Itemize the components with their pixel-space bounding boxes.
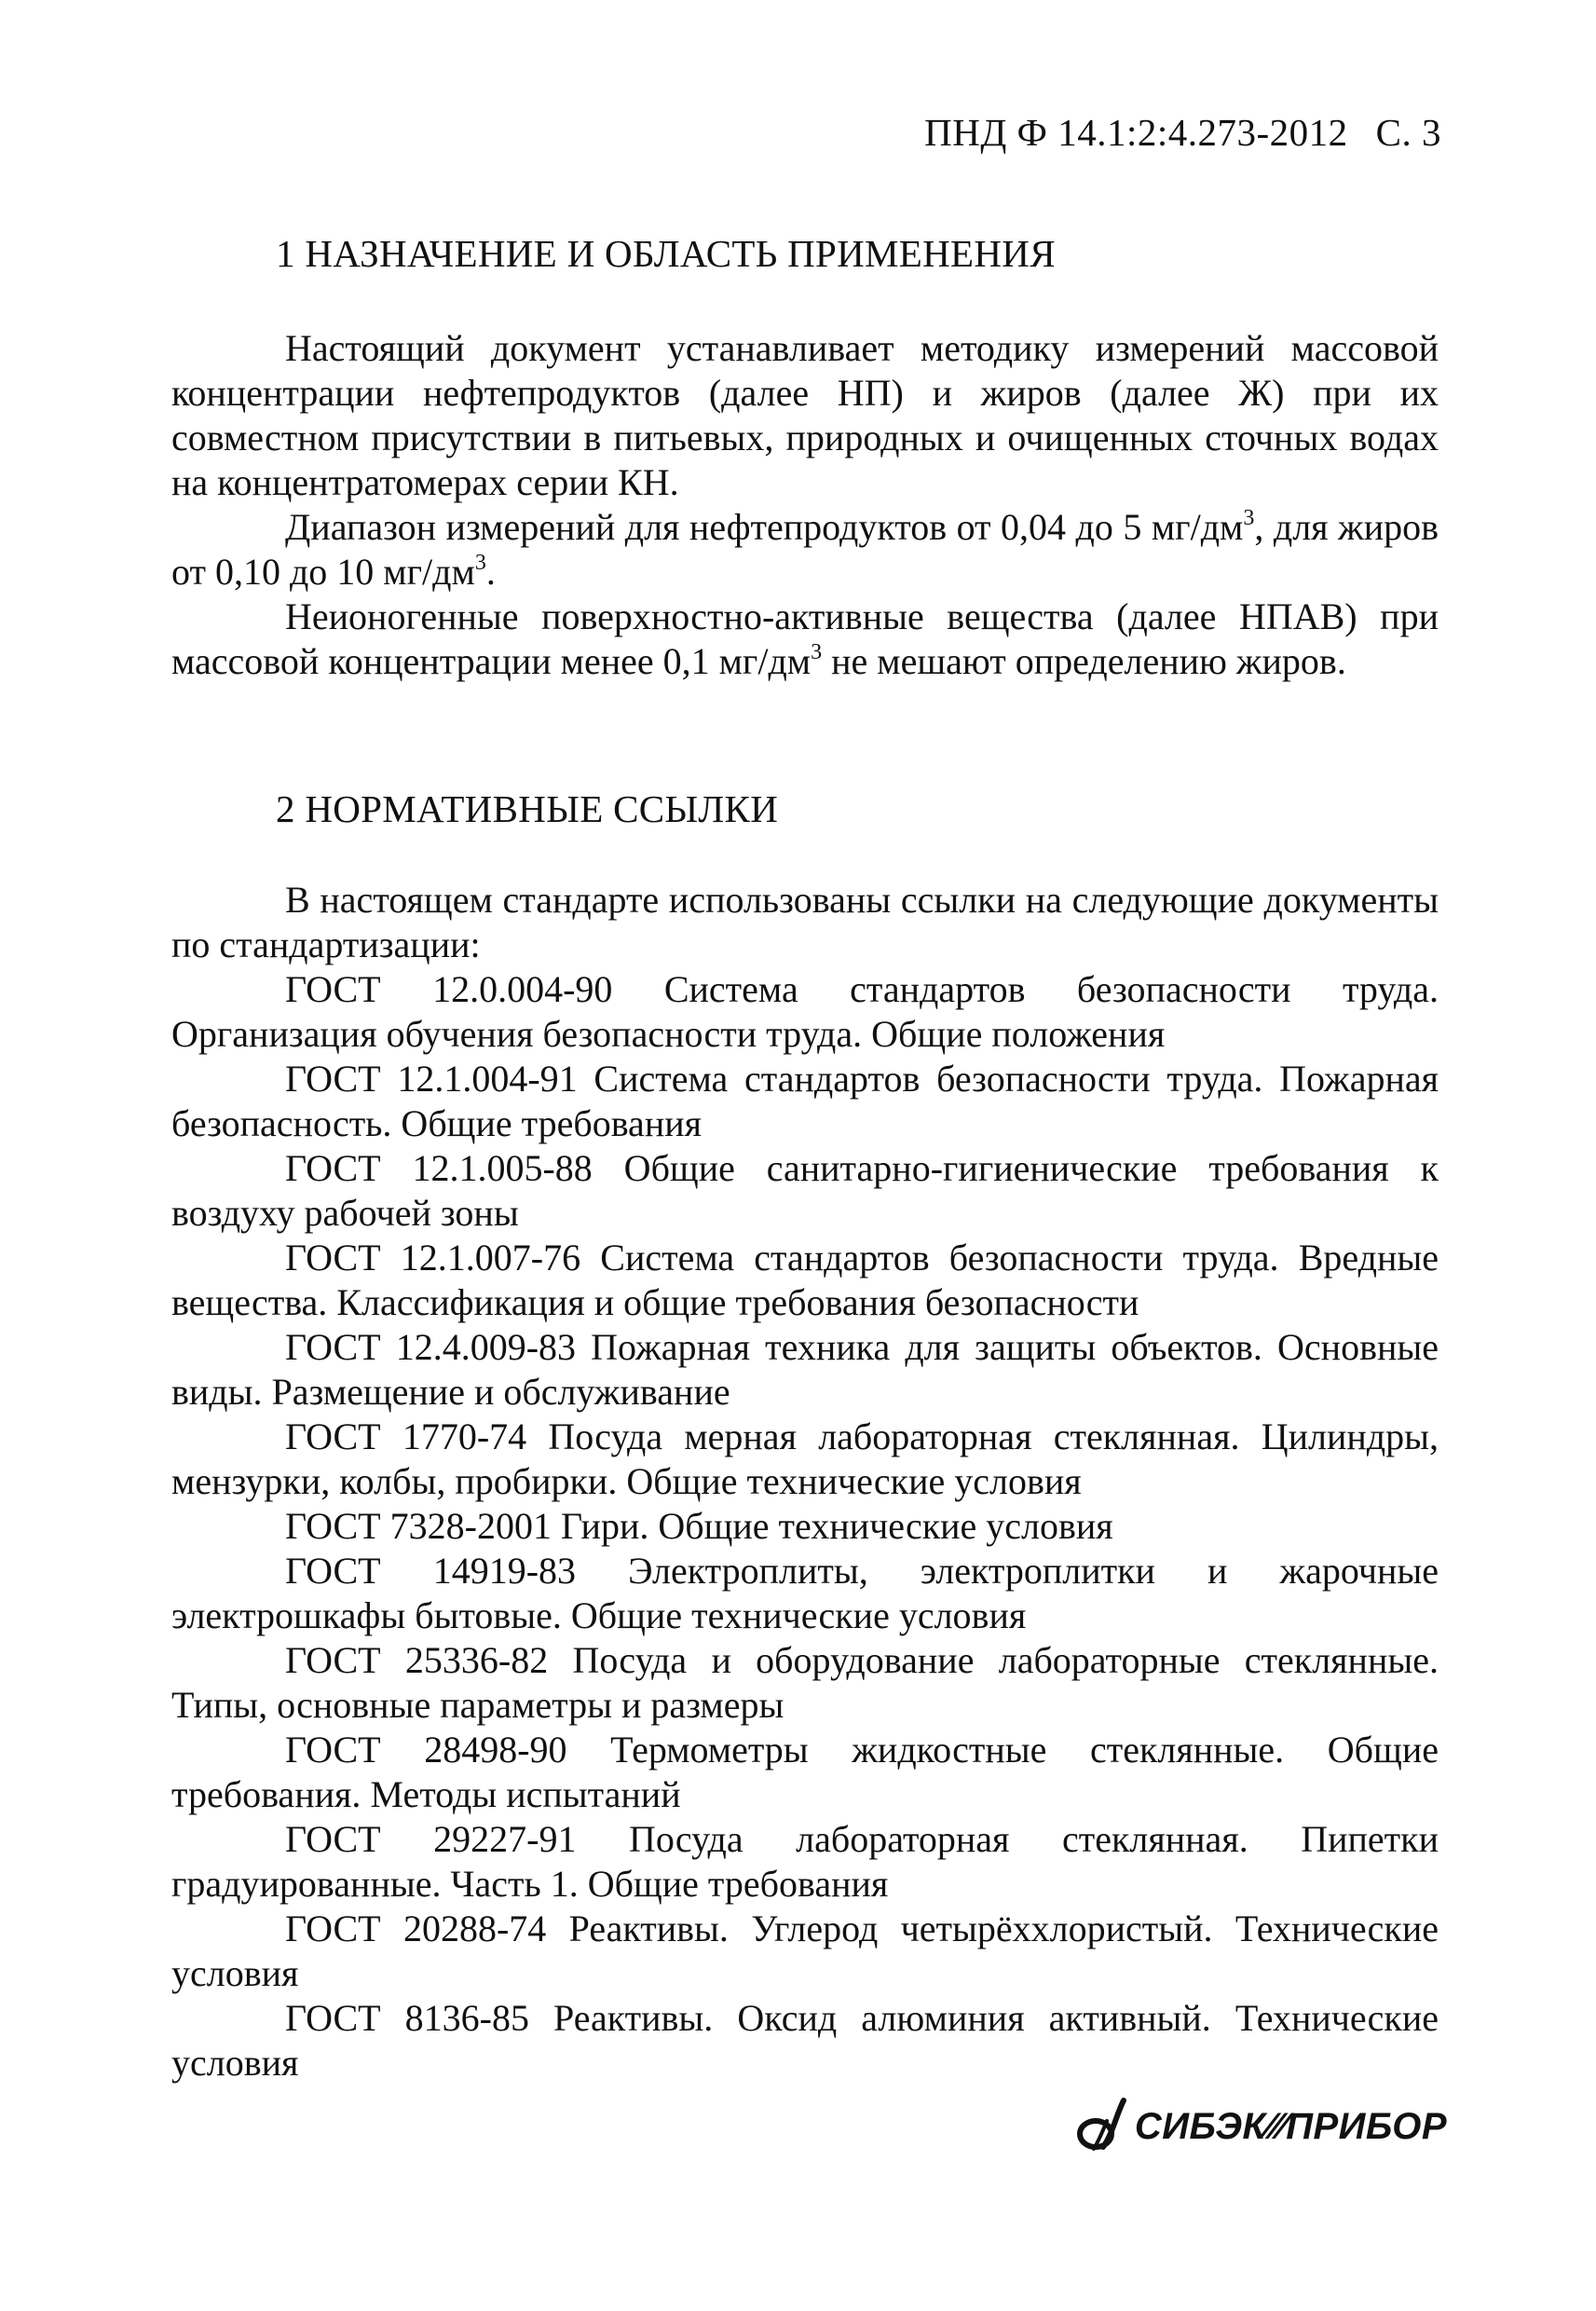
reference-item: ГОСТ 7328-2001 Гири. Общие технические условия (285, 1505, 1113, 1547)
reference-item: ГОСТ 12.1.007-76 Система стандартов безопасности труда. Вредные вещества. Классификация и общие требования безопасности (171, 1237, 1439, 1323)
reference-item: ГОСТ 12.1.004-91 Система стандартов безопасности труда. Пожарная безопасность. Общие требования (171, 1058, 1439, 1144)
paragraph-purpose: Настоящий документ устанавливает методику измерений массовой концентрации нефтепродуктов (далее НП) и жиров (далее Ж) при их совместном присутствии в питьевых, природных и очищенных сточных водах на концентратомерах серии КН. (171, 327, 1439, 503)
paragraph-interference: Неионогенные поверхностно-активные вещества (далее НПАВ) при массовой концентрации менее 0,1 $мг/дм^3$ не мешают определению жиров. (171, 595, 1439, 682)
reference-item: ГОСТ 1770-74 Посуда мерная лабораторная стеклянная. Цилиндры, мензурки, колбы, пробирки. Общие технические условия (171, 1415, 1439, 1502)
page-number: С. 3 (1375, 111, 1441, 154)
publisher-logo (1075, 2097, 1447, 2156)
reference-item: ГОСТ 25336-82 Посуда и оборудование лабораторные стеклянные. Типы, основные параметры и размеры (171, 1639, 1439, 1726)
reference-item: ГОСТ 20288-74 Реактивы. Углерод четырёххлористый. Технические условия (171, 1908, 1439, 1994)
running-header (924, 110, 1441, 155)
reference-item: ГОСТ 8136-85 Реактивы. Оксид алюминия активный. Технические условия (171, 1997, 1439, 2084)
logo-wordmark: СИБЭК⁄⁄⁄ПРИБОР (1134, 2105, 1447, 2147)
reference-item: ГОСТ 29227-91 Посуда лабораторная стеклянная. Пипетки градуированные. Часть 1. Общие требования (171, 1818, 1439, 1905)
reference-item: ГОСТ 12.0.004-90 Система стандартов безопасности труда. Организация обучения безопасности труда. Общие положения (171, 968, 1439, 1055)
section-2-heading: 2 НОРМАТИВНЫЕ ССЫЛКИ (276, 787, 779, 830)
reference-item: ГОСТ 12.4.009-83 Пожарная техника для защиты объектов. Основные виды. Размещение и обслуживание (171, 1326, 1439, 1413)
paragraph-measurement-range: Диапазон измерений для нефтепродуктов от 0,04 до 5 $мг/дм^3$, для жиров от 0,10 до 10 $мг/дм^3$. (171, 506, 1439, 593)
document-code: ПНД Ф 14.1:2:4.273-2012 (924, 111, 1348, 154)
reference-item: ГОСТ 14919-83 Электроплиты, электроплитки и жарочные электрошкафы бытовые. Общие технические условия (171, 1550, 1439, 1636)
reference-item: ГОСТ 12.1.005-88 Общие санитарно-гигиенические требования к воздуху рабочей зоны (171, 1147, 1439, 1234)
section-1-heading: 1 НАЗНАЧЕНИЕ И ОБЛАСТЬ ПРИМЕНЕНИЯ (276, 232, 1056, 275)
section-2-body (171, 878, 1439, 2085)
sibecopribor-logo-icon (1075, 2097, 1129, 2156)
section-1-body (171, 326, 1439, 684)
references-intro: В настоящем стандарте использованы ссылки на следующие документы по стандартизации: (171, 879, 1439, 965)
reference-item: ГОСТ 28498-90 Термометры жидкостные стеклянные. Общие требования. Методы испытаний (171, 1729, 1439, 1815)
